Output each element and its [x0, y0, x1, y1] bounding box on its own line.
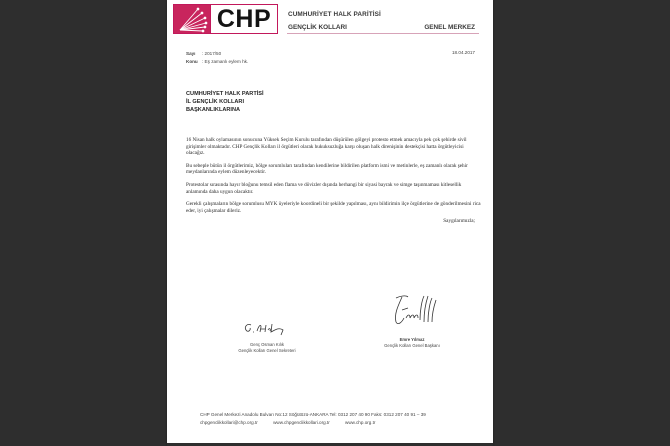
body-paragraph: 16 Nisan halk oylamasının sonucuna Yüksek Seçim Kurulu tarafından düşürülen gölgeyi protesto etmek amacıyla pek çok şehirde sivil girişimler olmaktadır. CHP Gençlik Kolları il örgütleri olarak hukuksuzluğa karşı oluşan halk direnişinin destekçisi hatta örgütleyicisi olacağız.: [186, 137, 467, 157]
signatory-name: Emre Yılmaz: [399, 337, 425, 342]
body-paragraph: Bu sebeple bütün il örgütlerimiz, bölge sorumluları tarafından kendilerine bildirilen platform ismi ve metinlerle, eş zamanlı olarak şehir meydanlarında eylem düzenleyecektir.: [186, 162, 468, 176]
handwritten-signature-icon: [382, 292, 442, 332]
letter-footer: [200, 411, 480, 427]
footer-email: chpgenclikkollari@chp.org.tr: [200, 420, 258, 425]
subject-value: : Eş zamanlı eylem hk.: [202, 59, 249, 64]
office-name: GENEL MERKEZ: [424, 24, 475, 31]
meta-subject-row: [186, 58, 248, 66]
signatory-name: Genç Osman Kılık: [250, 342, 284, 347]
footer-address: CHP Genel Merkezi Anadolu Bulvarı No:12 Söğütözü-ANKARA Tel: 0312 207 40 90 Faks: 0312 207 40 91 – 39: [200, 412, 426, 417]
recipient-block: [186, 90, 264, 114]
number-value: : 2017/50: [202, 51, 222, 56]
recipient-line: BAŞKANLIKLARINA: [186, 107, 241, 113]
signature-block-secretary: [217, 321, 317, 354]
six-arrows-icon: [174, 5, 210, 33]
body-paragraph: Gerekli çalışmaların bölge sorumlusu MYK üyeleriyle koordineli bir şekilde yapılması, aynı bildirimin ilçe örgütlerine de gönderilmesini rica eder, iyi çalışmalar dileriz.: [186, 201, 481, 214]
recipient-line: CUMHURİYET HALK PARTİSİ: [186, 91, 264, 97]
recipient-line: İL GENÇLİK KOLLARI: [186, 99, 245, 105]
signatory-title: Gençlik Kolları Genel Başkanı: [384, 343, 440, 348]
footer-website-party: www.chp.org.tr: [345, 420, 376, 425]
closing-salutation: Saygılarımızla;: [443, 218, 475, 224]
document-page: [167, 0, 493, 446]
signature-block-president: [357, 292, 467, 349]
letter-body: [186, 137, 482, 220]
handwritten-signature-icon: [237, 321, 297, 337]
number-label: Sayı: [186, 51, 196, 56]
chp-logo: [173, 4, 278, 34]
signatory-title: Gençlik Kolları Genel Sekreteri: [238, 348, 296, 353]
header-divider: [287, 33, 479, 34]
party-name: CUMHURİYET HALK PARİTİSİ: [288, 11, 381, 18]
document-date: 18.04.2017: [452, 50, 475, 55]
branch-name: GENÇLİK KOLLARI: [288, 24, 347, 31]
subject-label: Konu: [186, 59, 198, 64]
footer-website-youth: www.chpgenclikkollari.org.tr: [273, 420, 330, 425]
footer-links: [200, 419, 480, 427]
document-meta: [186, 50, 248, 66]
body-paragraph: Protestolar sırasında hayır bloğunu temsil eden flama ve dövizler dışında herhangi bir siyasi bayrak ve simge taşınmaması kitlesellik anlamında daha uygun olacaktır.: [186, 181, 462, 195]
logo-wordmark: CHP: [210, 5, 277, 33]
meta-number-row: [186, 50, 248, 58]
